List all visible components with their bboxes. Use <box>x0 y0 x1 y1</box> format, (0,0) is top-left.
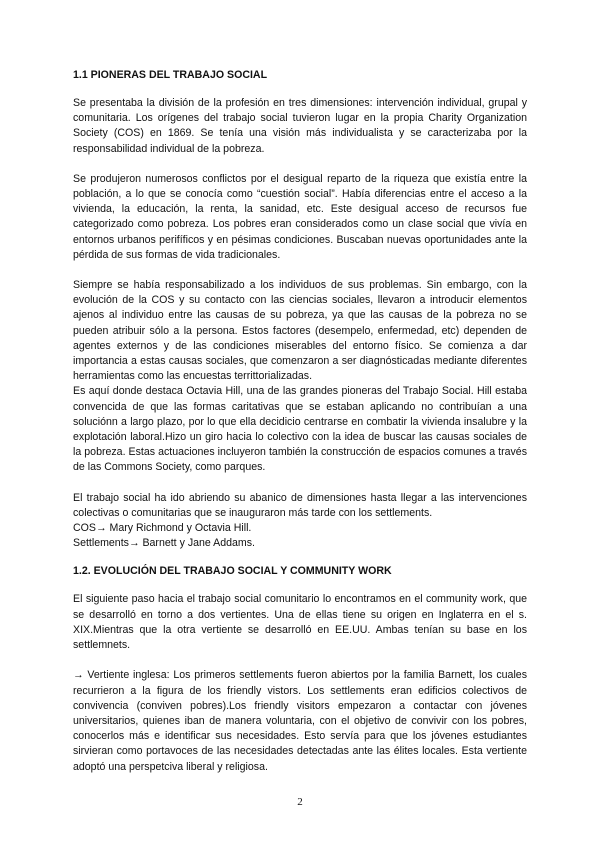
paragraph-abanico-dimensiones: El trabajo social ha ido abriendo su abanico de dimensiones hasta llegar a las intervenciones colectivas o comunitarias que se inauguraron más tarde con los settlements. <box>73 491 527 519</box>
paragraph-community-work: El siguiente paso hacia el trabajo social comunitario lo encontramos en el community work, que se desarrolló en torno a dos vertientes. Una de ellas tiene su origen en Inglaterra en el s. XIX.Mientras que la otra vertiente se desarrolló en EE.UU. Ambas tenían su base en los settlemnets. <box>73 593 527 652</box>
paragraph-cuestion-social: Se produjeron numerosos conflictos por el desigual reparto de la riqueza que existía entre la población, a lo que se conocía como “cuestión social”. Había diferencias entre el acceso a la vivienda, la educación, la renta, la sanidad, etc. Este desigual acceso de recursos fue categorizado como pobreza. Los pobres eran considerados como un clase social que vivía en entornos urbanos perifíficos y en pésimas condiciones. Buscaban nuevas oportunidades ante la pérdida de sus formas de vida tradicionales. <box>73 172 527 261</box>
paragraph-evolucion-cos: Siempre se había responsabilizado a los individuos de sus problemas. Sin embargo, con la evolución de la COS y su contacto con las ciencias sociales, llevaron a introducir elementos ajenos al individuo entre las causas de su pobreza, ya que las causas de la pobreza no se pueden atribuir sólo a la persona. Estos factores (desempelo, enfermedad, etc) dependen de agentes externos y de las condiciones miserables del entorno físico. Se comienza a dar importancia a estas causas sociales, que comenzaron a ser diagnósticadas mediante diferentes herramientas como las encuestas territtorializadas. <box>73 279 527 383</box>
paragraph-vertiente-inglesa: → Vertiente inglesa: Los primeros settlements fueron abiertos por la familia Barnett, los cuales recurrieron a la figura de los friendly vistors. Los settlements eran edificios colectivos de convivencia (conviven pobres).Los friendly visitors empezaron a contactar con jóvenes universitarios, quienes iban de manera voluntaria, con el objetivo de convivir con los pobres, conocerlos más e identificar sus necesidades. Esto servía para que los jóvenes estudiantes sirvieran como portavoces de las necesidades detectadas ante las élites locales. Esta vertiente adoptó una perspetciva liberal y religiosa. <box>73 669 527 773</box>
page-number: 2 <box>297 796 303 808</box>
paragraph-division-profesion: Se presentaba la división de la profesión en tres dimensiones: intervención individual, grupal y comunitaria. Los orígenes del trabajo social tuvieron lugar en la propia Charity Organization Society (COS) en 1869. Se tenía una visión más individualista y se caracterizaba por la responsabilidad individual de la pobreza. <box>73 97 527 155</box>
section-heading-pioneras: 1.1 PIONERAS DEL TRABAJO SOCIAL <box>73 69 268 81</box>
line-cos: COS→ Mary Richmond y Octavia Hill. <box>73 522 252 535</box>
line-settlements: Settlements→ Barnett y Jane Addams. <box>73 537 255 550</box>
document-page <box>73 68 527 790</box>
paragraph-octavia-hill: Es aquí donde destaca Octavia Hill, una de las grandes pioneras del Trabajo Social. Hill estaba convencida de que las formas caritativas que se estaban aplicando no contribuían a una soluciónn a largo plazo, por lo que ella decidicio centrarse en combatir la vivienda insalubre y la explotación laboral.Hizo un giro hacia lo colectivo con la idea de buscar las causas sociales de la pobreza. Estas actuaciones incluyeron también la construcción de espacios comunes a través de las Commons Society, como parques. <box>73 385 527 474</box>
section-heading-evolucion: 1.2. EVOLUCIÓN DEL TRABAJO SOCIAL Y COMMUNITY WORK <box>73 565 392 578</box>
